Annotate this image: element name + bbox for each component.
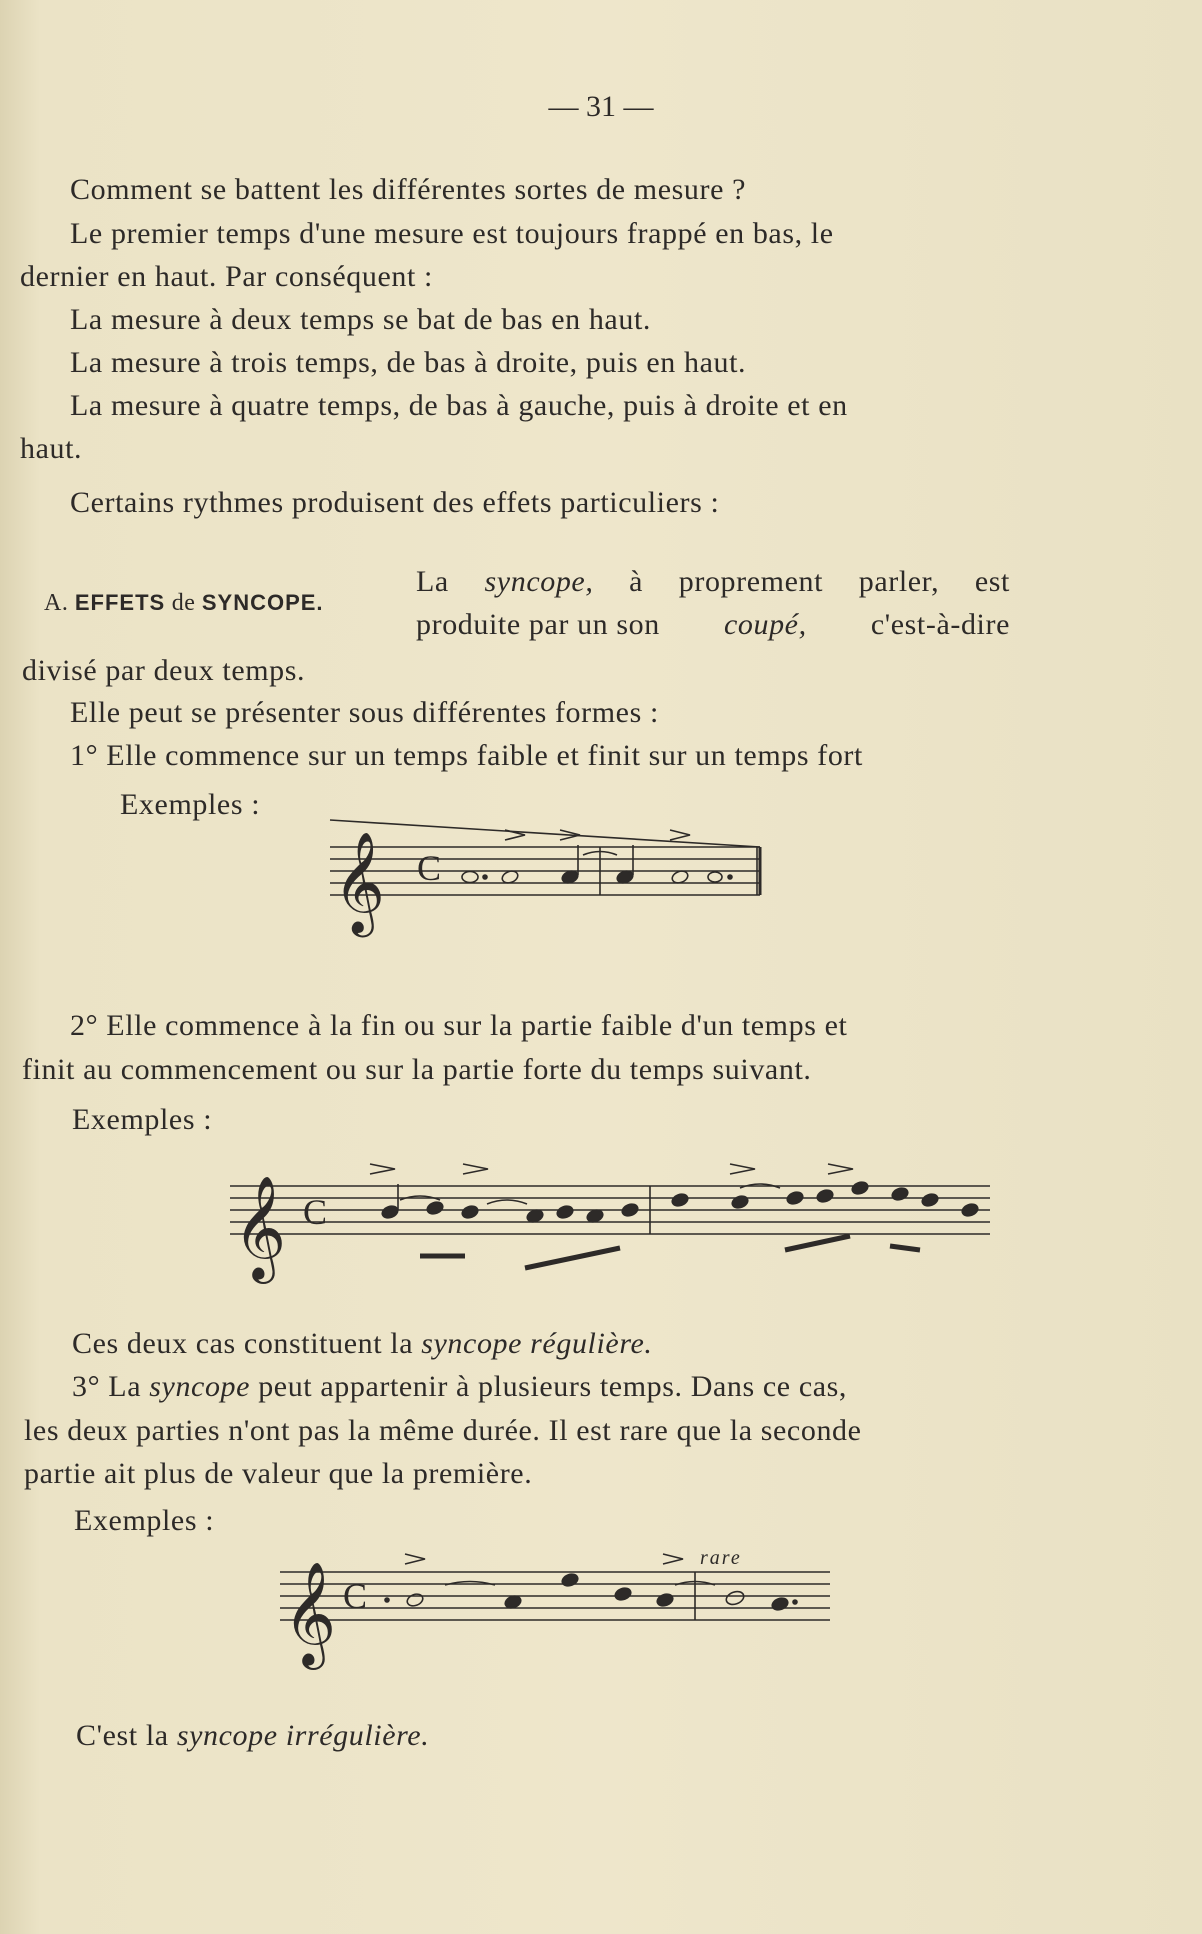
text-line: Exemples : bbox=[74, 1504, 215, 1537]
italic-term: syncope bbox=[149, 1370, 251, 1403]
text-line: Certains rythmes produisent des effets particuliers : bbox=[70, 486, 720, 519]
text-line: les deux parties n'ont pas la même durée. Il est rare que la seconde bbox=[24, 1414, 862, 1447]
treble-clef-icon: 𝄞 bbox=[233, 1179, 287, 1278]
text-line: haut. bbox=[20, 432, 83, 465]
text-line bbox=[76, 1718, 429, 1754]
text-span: C'est la bbox=[76, 1719, 169, 1752]
section-title-word: EFFETS bbox=[74, 590, 166, 615]
word: syncope, bbox=[484, 565, 594, 598]
common-time-icon: C bbox=[303, 1192, 328, 1232]
word: proprement bbox=[678, 565, 824, 598]
section-heading bbox=[44, 588, 324, 618]
word: parler, bbox=[858, 565, 940, 598]
text-line bbox=[72, 1369, 1012, 1405]
italic-term: coupé, bbox=[723, 608, 807, 641]
text-span: c'est-à-dire bbox=[870, 608, 1010, 641]
common-time-icon: C bbox=[343, 1576, 368, 1616]
word: La bbox=[416, 565, 449, 598]
music-example-1 bbox=[325, 820, 765, 940]
text-line: Elle peut se présenter sous différentes formes : bbox=[70, 696, 659, 729]
text-line: dernier en haut. Par conséquent : bbox=[20, 260, 433, 293]
treble-clef-icon: 𝄞 bbox=[283, 1565, 337, 1664]
italic-term: syncope irrégulière. bbox=[176, 1719, 430, 1752]
section-letter: A. bbox=[44, 590, 69, 616]
text-span: produite par un son bbox=[416, 608, 660, 641]
text-line: 1° Elle commence sur un temps faible et finit sur un temps fort bbox=[70, 739, 863, 772]
text-line: La mesure à quatre temps, de bas à gauche, puis à droite et en bbox=[70, 389, 848, 422]
text-span: 3° La bbox=[72, 1370, 142, 1403]
text-line: La mesure à trois temps, de bas à droite, puis en haut. bbox=[70, 346, 747, 379]
text-line: 2° Elle commence à la fin ou sur la partie faible d'un temps et bbox=[70, 1009, 848, 1042]
word: est bbox=[974, 565, 1010, 598]
text-line: divisé par deux temps. bbox=[22, 654, 306, 687]
section-title-word: SYNCOPE. bbox=[201, 590, 324, 615]
text-line: Le premier temps d'une mesure est toujours frappé en bas, le bbox=[70, 217, 834, 250]
text-line: Exemples : bbox=[72, 1103, 213, 1136]
word: à bbox=[629, 565, 644, 598]
annotation-text: rare bbox=[700, 1547, 742, 1569]
music-example-2 bbox=[225, 1158, 995, 1288]
text-line: La mesure à deux temps se bat de bas en haut. bbox=[70, 303, 651, 336]
music-example-3 bbox=[275, 1540, 835, 1670]
page-number: — 31 — bbox=[548, 90, 654, 123]
text-line: partie ait plus de valeur que la première. bbox=[24, 1457, 533, 1490]
text-line: Comment se battent les différentes sortes de mesure ? bbox=[70, 173, 747, 206]
section-text-line bbox=[416, 607, 1010, 643]
section-title-word: de bbox=[171, 590, 196, 616]
text-span: Ces deux cas constituent la bbox=[72, 1327, 414, 1360]
text-line: Exemples : bbox=[120, 788, 261, 821]
text-span: peut appartenir à plusieurs temps. Dans ce cas, bbox=[258, 1370, 848, 1403]
text-line: finit au commencement ou sur la partie forte du temps suivant. bbox=[22, 1053, 812, 1086]
italic-term: syncope régulière. bbox=[421, 1327, 653, 1360]
text-line bbox=[72, 1326, 653, 1362]
treble-clef-icon: 𝄞 bbox=[333, 835, 386, 932]
section-text-line bbox=[416, 564, 1010, 600]
common-time-icon: C bbox=[417, 848, 442, 888]
